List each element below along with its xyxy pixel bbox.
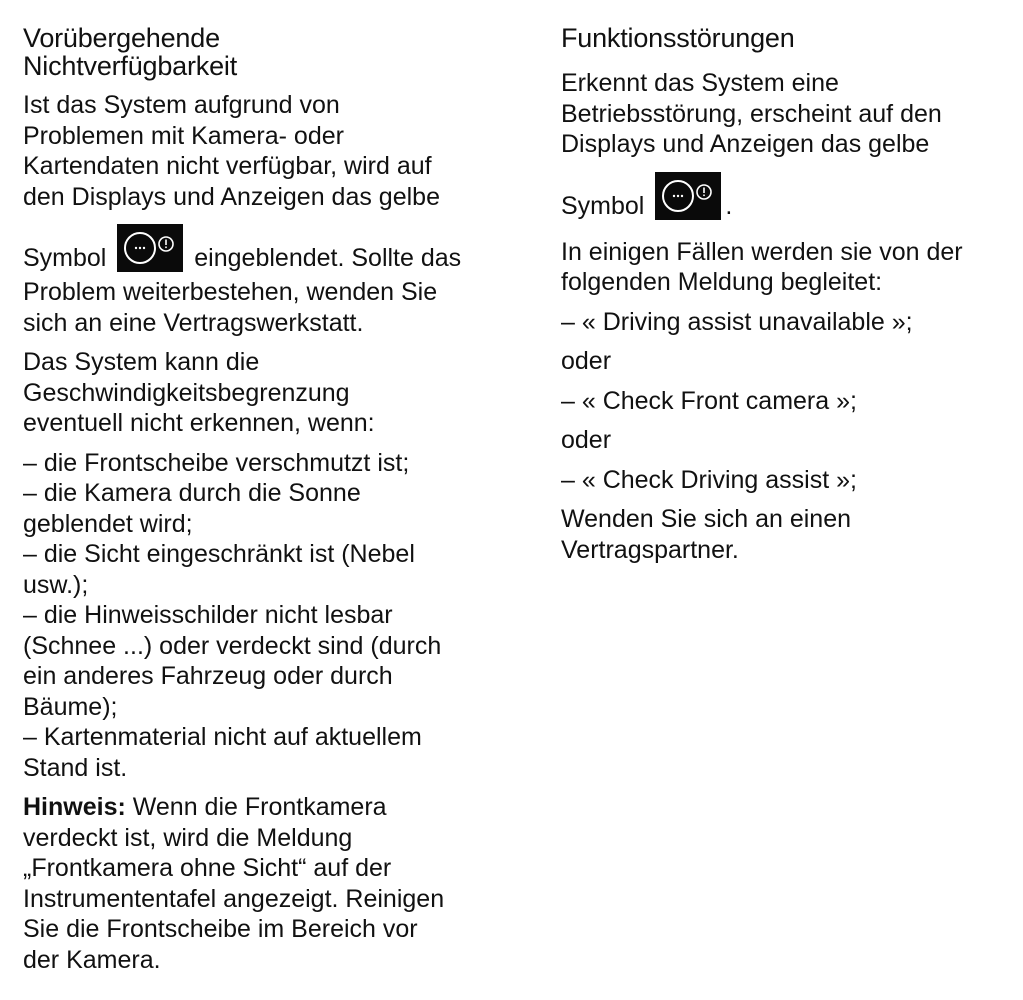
driving-assist-warning-icon (117, 224, 183, 272)
text-line: Vertragspartner. (561, 535, 739, 564)
detection-paragraph (23, 347, 523, 439)
symbol-line (23, 224, 523, 277)
list-item: – die Sicht eingeschränkt ist (Nebel (23, 540, 415, 568)
conditions-list (23, 448, 523, 784)
text-line: der Kamera. (23, 945, 161, 974)
section-malfunctions (561, 24, 1011, 574)
cases-paragraph (561, 237, 1011, 298)
list-item: (Schnee ...) oder verdeckt sind (durch (23, 631, 442, 660)
text-line: „Frontkamera ohne Sicht“ auf der (23, 854, 392, 882)
message-item: – « Driving assist unavailable »; (561, 307, 913, 336)
symbol-line (561, 172, 1011, 225)
text-line: Wenden Sie sich an einen (561, 505, 852, 533)
text-line: Kartendaten nicht verfügbar, wird auf (23, 152, 432, 180)
intro-paragraph (561, 68, 1011, 160)
text-line: . (725, 191, 733, 220)
persist-paragraph (23, 277, 523, 338)
text-line: Betriebsstörung, erscheint auf den (561, 99, 942, 128)
text-line: Symbol (23, 244, 107, 272)
text-line: In einigen Fällen werden sie von der (561, 237, 963, 266)
text-line: Instrumententafel angezeigt. Reinigen (23, 884, 445, 913)
list-item: Bäume); (23, 692, 118, 721)
section-title (23, 24, 523, 80)
list-item: ein anderes Fahrzeug oder durch (23, 662, 393, 690)
text-line: Problem weiterbestehen, wenden Sie (23, 278, 438, 306)
text-line: Ist das System aufgrund von (23, 91, 340, 119)
message-item: – « Check Front camera »; (561, 386, 857, 415)
note-paragraph (23, 792, 523, 975)
text-line: den Displays und Anzeigen das gelbe (23, 182, 440, 211)
message-item: – « Check Driving assist »; (561, 465, 857, 494)
text-line: Erkennt das System eine (561, 69, 839, 97)
message-separator: oder (561, 347, 612, 375)
text-line: folgenden Meldung begleitet: (561, 268, 883, 296)
list-item: geblendet wird; (23, 509, 193, 538)
list-item: – Kartenmaterial nicht auf aktuellem (23, 723, 422, 751)
text-line: eingeblendet. Sollte das (194, 244, 462, 272)
section-temporary-unavailability (23, 24, 523, 984)
list-item: usw.); (23, 570, 89, 599)
note-label: Hinweis: (23, 793, 126, 821)
text-line: Das System kann die (23, 348, 260, 376)
list-item: – die Frontscheibe verschmutzt ist; (23, 448, 410, 477)
title-line-1: Vorübergehende (23, 23, 220, 53)
text-line: Problemen mit Kamera- oder (23, 121, 344, 150)
message-separator: oder (561, 426, 612, 454)
title-line-2: Nichtverfügbarkeit (23, 51, 237, 81)
list-item: – die Kamera durch die Sonne (23, 479, 361, 507)
text-line: Displays und Anzeigen das gelbe (561, 130, 930, 158)
text-line: sich an eine Vertragswerkstatt. (23, 308, 364, 337)
text-line: Geschwindigkeitsbegrenzung (23, 378, 350, 407)
text-line: Symbol (561, 191, 645, 220)
text-line: Wenn die Frontkamera (125, 793, 387, 821)
intro-paragraph (23, 90, 523, 212)
section-title: Funktionsstörungen (561, 23, 795, 53)
text-line: verdeckt ist, wird die Meldung (23, 823, 353, 852)
list-item: – die Hinweisschilder nicht lesbar (23, 601, 393, 629)
text-line: Sie die Frontscheibe im Bereich vor (23, 915, 418, 943)
driving-assist-warning-icon (655, 172, 721, 220)
closing-paragraph (561, 504, 1011, 565)
list-item: Stand ist. (23, 753, 128, 782)
text-line: eventuell nicht erkennen, wenn: (23, 409, 375, 437)
